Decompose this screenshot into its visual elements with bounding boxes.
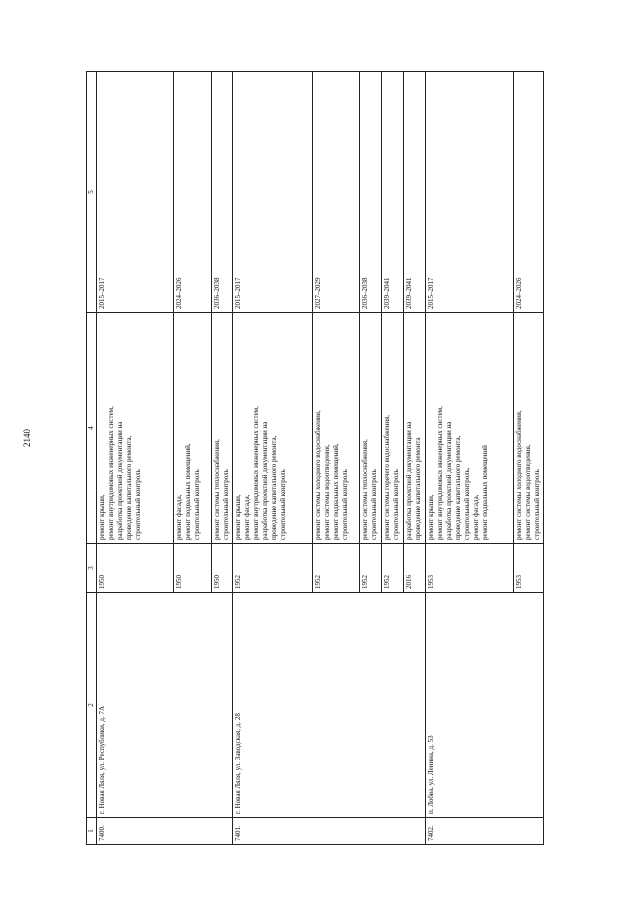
- work-item: разработка проектной документации на: [405, 421, 413, 540]
- work-item: ремонт крыши,: [427, 494, 435, 540]
- table-row: [97, 72, 174, 845]
- work-item: ремонт подвальных помещений: [481, 445, 489, 540]
- work-item: строительный контроль: [193, 469, 201, 540]
- work-item: разработка проектной документации на: [116, 421, 124, 540]
- work-item: строительный контроль,: [463, 467, 471, 540]
- work-item: ремонт крыши,: [98, 494, 106, 540]
- repair-period: 2039–2041: [404, 72, 426, 313]
- works-list: [426, 313, 514, 544]
- works-list: [313, 313, 360, 544]
- work-item: ремонт системы теплоснабжения,: [213, 439, 221, 540]
- work-item: разработка проектной документации на: [261, 421, 269, 540]
- repair-period: 2015–2017: [97, 72, 174, 313]
- page-number: 2140: [22, 429, 32, 447]
- work-item: проведение капитального ремонта,: [454, 435, 462, 540]
- repair-period: 2024–2026: [174, 72, 212, 313]
- build-year: 1950: [174, 544, 212, 593]
- build-year: 1950: [212, 544, 233, 593]
- rotated-table-container: [86, 77, 543, 845]
- works-list: [360, 313, 382, 544]
- build-year: 1953: [426, 544, 514, 593]
- work-item: ремонт внутридомовых инженерных систем,: [436, 406, 444, 540]
- work-item: ремонт системы теплоснабжения,: [361, 439, 369, 540]
- work-item: строительный контроль: [134, 469, 142, 540]
- work-item: ремонт фасада,: [472, 494, 480, 540]
- repair-period: 2036–2038: [360, 72, 382, 313]
- work-item: разработка проектной документации на: [445, 421, 453, 540]
- column-header-2: 2: [87, 593, 97, 818]
- work-item: проведение капитального ремонта,: [125, 435, 133, 540]
- work-item: строительный контроль: [370, 469, 378, 540]
- column-header-4: 4: [87, 313, 97, 544]
- entry-address: г. Новая Ляля, ул. Заводская, д. 28: [233, 593, 426, 818]
- table-row: [426, 72, 514, 845]
- work-item: ремонт подвальных помещений,: [184, 443, 192, 540]
- build-year: 1953: [514, 544, 544, 593]
- work-item: строительный контроль: [222, 469, 230, 540]
- repair-period: 2027–2029: [313, 72, 360, 313]
- build-year: 2016: [404, 544, 426, 593]
- repair-period: 2015–2017: [233, 72, 313, 313]
- work-item: ремонт фасада,: [243, 494, 251, 540]
- works-list: [514, 313, 544, 544]
- work-item: проведение капитального ремонта,: [270, 435, 278, 540]
- works-list: [233, 313, 313, 544]
- repair-period: 2024–2026: [514, 72, 544, 313]
- work-item: строительный контроль: [279, 469, 287, 540]
- works-list: [212, 313, 233, 544]
- works-list: [382, 313, 404, 544]
- entry-number: 7402.: [426, 818, 544, 845]
- column-header-1: 1: [87, 818, 97, 845]
- build-year: 1952: [313, 544, 360, 593]
- repair-period: 2036–2038: [212, 72, 233, 313]
- entry-address: п. Лобва, ул. Ленина, д. 53: [426, 593, 544, 818]
- table-row: [233, 72, 313, 845]
- works-list: [174, 313, 212, 544]
- work-item: ремонт фасада,: [175, 494, 183, 540]
- work-item: ремонт системы горячего водоснабжения,: [383, 414, 391, 540]
- column-header-5: 5: [87, 72, 97, 313]
- works-list: [97, 313, 174, 544]
- repair-period: 2039–2041: [382, 72, 404, 313]
- build-year: 1950: [97, 544, 174, 593]
- work-item: строительный контроль: [533, 469, 541, 540]
- build-year: 1952: [360, 544, 382, 593]
- work-item: ремонт внутридомовых инженерных систем,: [252, 406, 260, 540]
- work-item: строительный контроль: [392, 469, 400, 540]
- entry-number: 7400.: [97, 818, 233, 845]
- entry-number: 7401.: [233, 818, 426, 845]
- repair-schedule-table: [86, 71, 544, 845]
- work-item: проведение капитального ремонта: [414, 437, 422, 540]
- work-item: ремонт крыши,: [234, 494, 242, 540]
- work-item: ремонт системы холодного водоснабжения,: [314, 410, 322, 540]
- work-item: ремонт внутридомовых инженерных систем,: [107, 406, 115, 540]
- column-number-row: [87, 72, 97, 845]
- build-year: 1952: [382, 544, 404, 593]
- build-year: 1952: [233, 544, 313, 593]
- work-item: ремонт системы холодного водоснабжения,: [515, 410, 523, 540]
- entry-address: г. Новая Ляля, ул. Республики, д. 7А: [97, 593, 233, 818]
- work-item: ремонт подвальных помещений,: [332, 443, 340, 540]
- works-list: [404, 313, 426, 544]
- repair-period: 2015–2017: [426, 72, 514, 313]
- work-item: строительный контроль: [341, 469, 349, 540]
- work-item: ремонт системы водоотведения,: [524, 444, 532, 540]
- column-header-3: 3: [87, 544, 97, 593]
- work-item: ремонт системы водоотведения,: [323, 444, 331, 540]
